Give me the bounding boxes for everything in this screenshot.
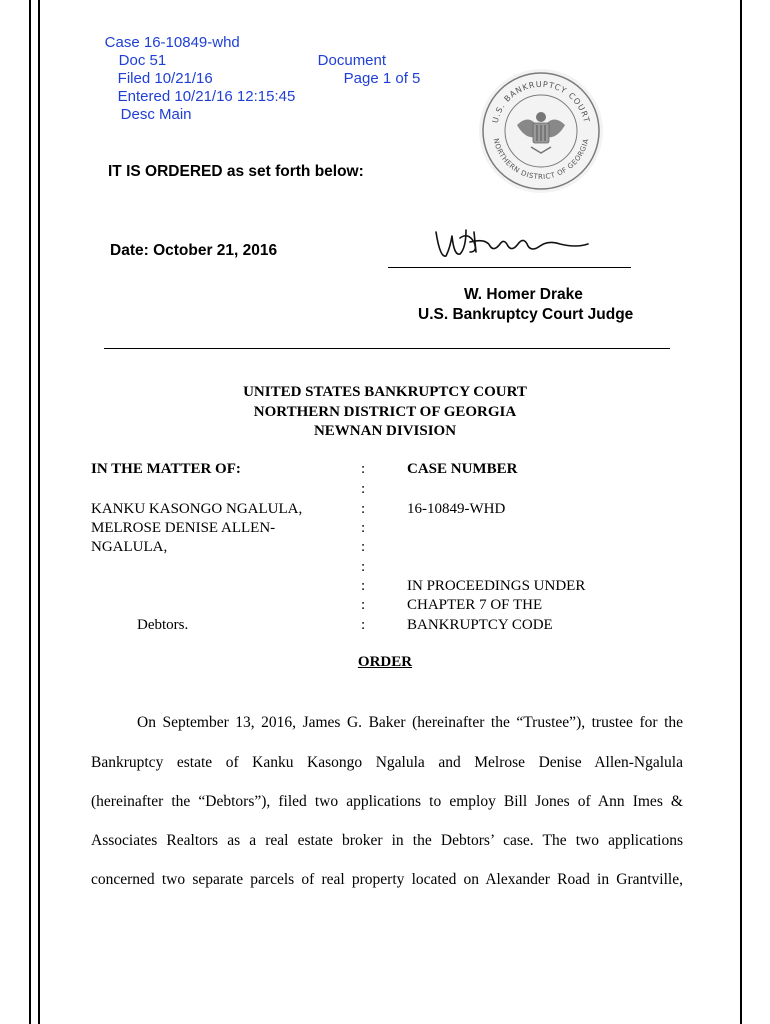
paragraph-line: Associates Realtors as a real estate broker in the Debtors’ case. The two applications — [91, 832, 683, 849]
caption-colon: : — [361, 559, 366, 575]
case-number-header: Case 16-10849-whd — [104, 34, 240, 51]
matter-label: IN THE MATTER OF: — [91, 461, 241, 477]
judge-title: U.S. Bankruptcy Court Judge — [418, 306, 634, 323]
caption-colon: : — [361, 617, 366, 633]
caption-colon: : — [361, 597, 366, 613]
proceedings-line-1: IN PROCEEDINGS UNDER — [407, 578, 586, 594]
caption-colon: : — [361, 578, 366, 594]
debtor-name-2a: MELROSE DENISE ALLEN- — [91, 520, 276, 536]
seal-text-bottom: NORTHERN DISTRICT OF GEORGIA — [491, 137, 591, 182]
entered-date-header: Entered 10/21/16 12:15:45 — [117, 88, 296, 105]
left-margin-line-inner — [38, 0, 40, 1024]
signature-line — [388, 267, 631, 268]
paragraph-line: concerned two separate parcels of real property located on Alexander Road in Grantville, — [91, 871, 683, 888]
ordered-statement: IT IS ORDERED as set forth below: — [108, 163, 364, 180]
header-divider — [104, 348, 670, 349]
doc-number-header: Doc 51 — [118, 52, 167, 69]
court-seal-icon — [477, 67, 605, 195]
right-margin-line — [740, 0, 742, 1024]
court-name: UNITED STATES BANKRUPTCY COURT — [243, 384, 527, 400]
order-title — [0, 654, 770, 671]
order-date: Date: October 21, 2016 — [110, 242, 278, 259]
caption-colon: : — [361, 461, 366, 477]
debtor-name-1: KANKU KASONGO NGALULA, — [91, 501, 303, 517]
proceedings-line-2: CHAPTER 7 OF THE — [407, 597, 543, 613]
paragraph-line: On September 13, 2016, James G. Baker (hereinafter the “Trustee”), trustee for the — [137, 714, 683, 731]
left-margin-line — [29, 0, 31, 1024]
debtors-label: Debtors. — [137, 617, 189, 633]
case-number-value: 16-10849-WHD — [407, 501, 506, 517]
debtor-name-2b: NGALULA, — [91, 539, 168, 555]
document-label-header: Document — [317, 52, 387, 69]
case-number-label: CASE NUMBER — [407, 461, 518, 477]
caption-colon: : — [361, 520, 366, 536]
filed-date-header: Filed 10/21/16 — [117, 70, 213, 87]
paragraph-line: (hereinafter the “Debtors”), filed two applications to employ Bill Jones of Ann Imes & — [91, 793, 683, 810]
proceedings-line-3: BANKRUPTCY CODE — [407, 617, 553, 633]
page-count-header: Page 1 of 5 — [343, 70, 421, 87]
caption-colon: : — [361, 501, 366, 517]
judge-signature — [430, 218, 595, 264]
court-division: NEWNAN DIVISION — [313, 423, 457, 439]
caption-colon: : — [361, 539, 366, 555]
seal-text-top: U.S. BANKRUPTCY COURT — [490, 79, 592, 125]
caption-colon: : — [361, 481, 366, 497]
desc-header: Desc Main — [120, 106, 192, 123]
court-district: NORTHERN DISTRICT OF GEORGIA — [253, 404, 517, 420]
paragraph-line: Bankruptcy estate of Kanku Kasongo Ngalula and Melrose Denise Allen-Ngalula — [91, 754, 683, 771]
judge-name: W. Homer Drake — [464, 286, 583, 303]
order-title-text: ORDER — [357, 654, 413, 670]
